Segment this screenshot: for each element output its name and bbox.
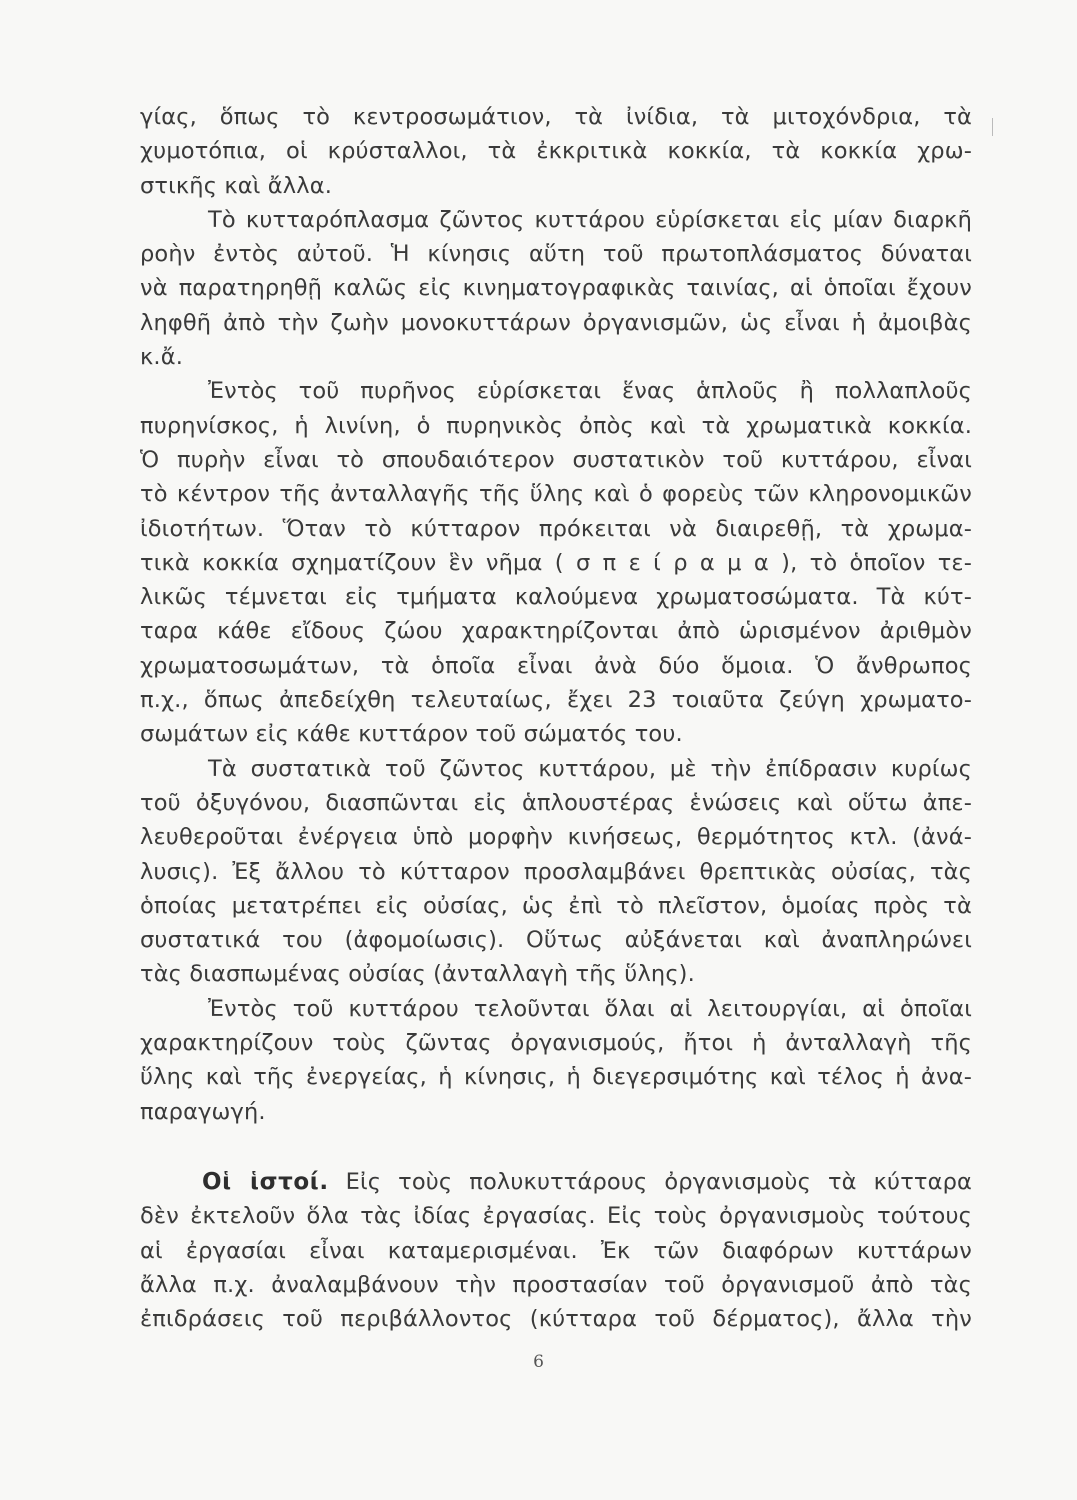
text-line: συστατικά του (ἀφομοίωσις). Οὕτως αὐξάνεται καὶ ἀναπληρώνει (140, 927, 972, 954)
text-line: σωμάτων εἰς κάθε κυττάρον τοῦ σώματός του. (140, 721, 683, 748)
text-line: ἰδιοτήτων. Ὅταν τὸ κύτταρον πρόκειται νὰ διαιρεθῇ, τὰ χρωμα- (140, 515, 972, 542)
text-line: ταρα κάθε εἴδους ζώου χαρακτηρίζονται ἀπὸ ὡρισμένον ἀριθμὸν (140, 618, 972, 645)
text-line: αἱ ἐργασίαι εἶναι καταμερισμέναι. Ἐκ τῶν διαφόρων κυττάρων (140, 1237, 972, 1264)
text-line: γίας, ὅπως τὸ κεντροσωμάτιον, τὰ ἰνίδια, τὰ μιτοχόνδρια, τὰ (140, 104, 972, 130)
text-line: τικὰ κοκκία σχηματίζουν ἓν νῆμα ( σ π ε ί ρ α μ α ), τὸ ὁποῖον τε- (140, 549, 972, 576)
text-line: λυσις). Ἐξ ἄλλου τὸ κύτταρον προσλαμβάνει θρεπτικὰς οὐσίας, τὰς (140, 858, 972, 885)
text-line: λευθεροῦται ἐνέργεια ὑπὸ μορφὴν κινήσεως, θερμότητος κτλ. (ἀνά- (140, 824, 972, 851)
scan-mark (992, 118, 993, 136)
text-line: τὸ κέντρον τῆς ἀνταλλαγῆς τῆς ὕλης καὶ ὁ φορεὺς τῶν κληρονομικῶν (140, 481, 972, 508)
text-line: ἐπιδράσεις τοῦ περιβάλλοντος (κύτταρα τοῦ δέρματος), ἄλλα τὴν (140, 1306, 972, 1333)
section-gap (140, 1129, 972, 1165)
text-line: τὰς διασπωμένας οὐσίας (ἀνταλλαγὴ τῆς ὕλης). (140, 961, 695, 988)
text-line: ὁποίας μετατρέπει εἰς οὐσίας, ὡς ἐπὶ τὸ πλεῖστον, ὁμοίας πρὸς τὰ (140, 892, 972, 919)
page-number: 6 (533, 1352, 544, 1372)
text-line: π.χ., ὅπως ἀπεδείχθη τελευταίως, ἔχει 23 τοιαῦτα ζεύγη χρωματο- (140, 687, 972, 714)
text-line: Ὁ πυρὴν εἶναι τὸ σπουδαιότερον συστατικὸν τοῦ κυττάρου, εἶναι (140, 446, 972, 473)
section-first-line (140, 1165, 972, 1199)
text-line: παραγωγή. (140, 1098, 266, 1125)
text-line: χυμοτόπια, οἱ κρύσταλλοι, τὰ ἐκκριτικὰ κοκκία, τὰ κοκκία χρω- (140, 138, 972, 165)
text-line: ληφθῆ ἀπὸ τὴν ζωὴν μονοκυττάρων ὀργανισμῶν, ὡς εἶναι ἡ ἀμοιβὰς (140, 309, 972, 336)
text-line: κ.ἄ. (140, 344, 183, 371)
text-line: τοῦ ὀξυγόνου, διασπῶνται εἰς ἁπλουστέρας ἑνώσεις καὶ οὕτω ἀπε- (140, 789, 972, 816)
text-line: δὲν ἐκτελοῦν ὅλα τὰς ἰδίας ἐργασίας. Εἰς τοὺς ὀργανισμοὺς τούτους (140, 1203, 972, 1230)
section-heading: Οἱ ἱστοί. (202, 1168, 329, 1195)
text-line: Τὸ κυτταρόπλασμα ζῶντος κυττάρου εὑρίσκεται εἰς μίαν διαρκῆ (208, 206, 972, 233)
text-line: ροὴν ἐντὸς αὐτοῦ. Ἡ κίνησις αὕτη τοῦ πρωτοπλάσματος δύναται (140, 241, 972, 268)
text-line: χαρακτηρίζουν τοὺς ζῶντας ὀργανισμούς, ἤτοι ἡ ἀνταλλαγὴ τῆς (140, 1030, 972, 1057)
text-line: νὰ παρατηρηθῇ καλῶς εἰς κινηματογραφικὰς ταινίας, αἱ ὁποῖαι ἔχουν (140, 275, 972, 302)
body-text (140, 100, 972, 1336)
text-line: Ἐντὸς τοῦ πυρῆνος εὑρίσκεται ἕνας ἁπλοῦς ἢ πολλαπλοῦς (208, 378, 972, 405)
text-line: Ἐντὸς τοῦ κυττάρου τελοῦνται ὅλαι αἱ λειτουργίαι, αἱ ὁποῖαι (208, 995, 972, 1022)
text-line: Τὰ συστατικὰ τοῦ ζῶντος κυττάρου, μὲ τὴν ἐπίδρασιν κυρίως (208, 755, 972, 782)
text-line: λικῶς τέμνεται εἰς τμήματα καλούμενα χρωματοσώματα. Τὰ κύτ- (140, 584, 972, 611)
text-line: Εἰς τοὺς πολυκυττάρους ὀργανισμοὺς τὰ κύτταρα (328, 1168, 972, 1195)
text-line: πυρηνίσκος, ἡ λινίνη, ὁ πυρηνικὸς ὀπὸς καὶ τὰ χρωματικὰ κοκκία. (140, 412, 972, 439)
text-line: ἄλλα π.χ. ἀναλαμβάνουν τὴν προστασίαν τοῦ ὀργανισμοῦ ἀπὸ τὰς (140, 1271, 972, 1298)
text-line: ὕλης καὶ τῆς ἐνεργείας, ἡ κίνησις, ἡ διεγερσιμότης καὶ τέλος ἡ ἀνα- (140, 1064, 972, 1091)
text-line: στικῆς καὶ ἄλλα. (140, 172, 333, 199)
text-line: χρωματοσωμάτων, τὰ ὁποῖα εἶναι ἀνὰ δύο ὅμοια. Ὁ ἄνθρωπος (140, 652, 972, 679)
